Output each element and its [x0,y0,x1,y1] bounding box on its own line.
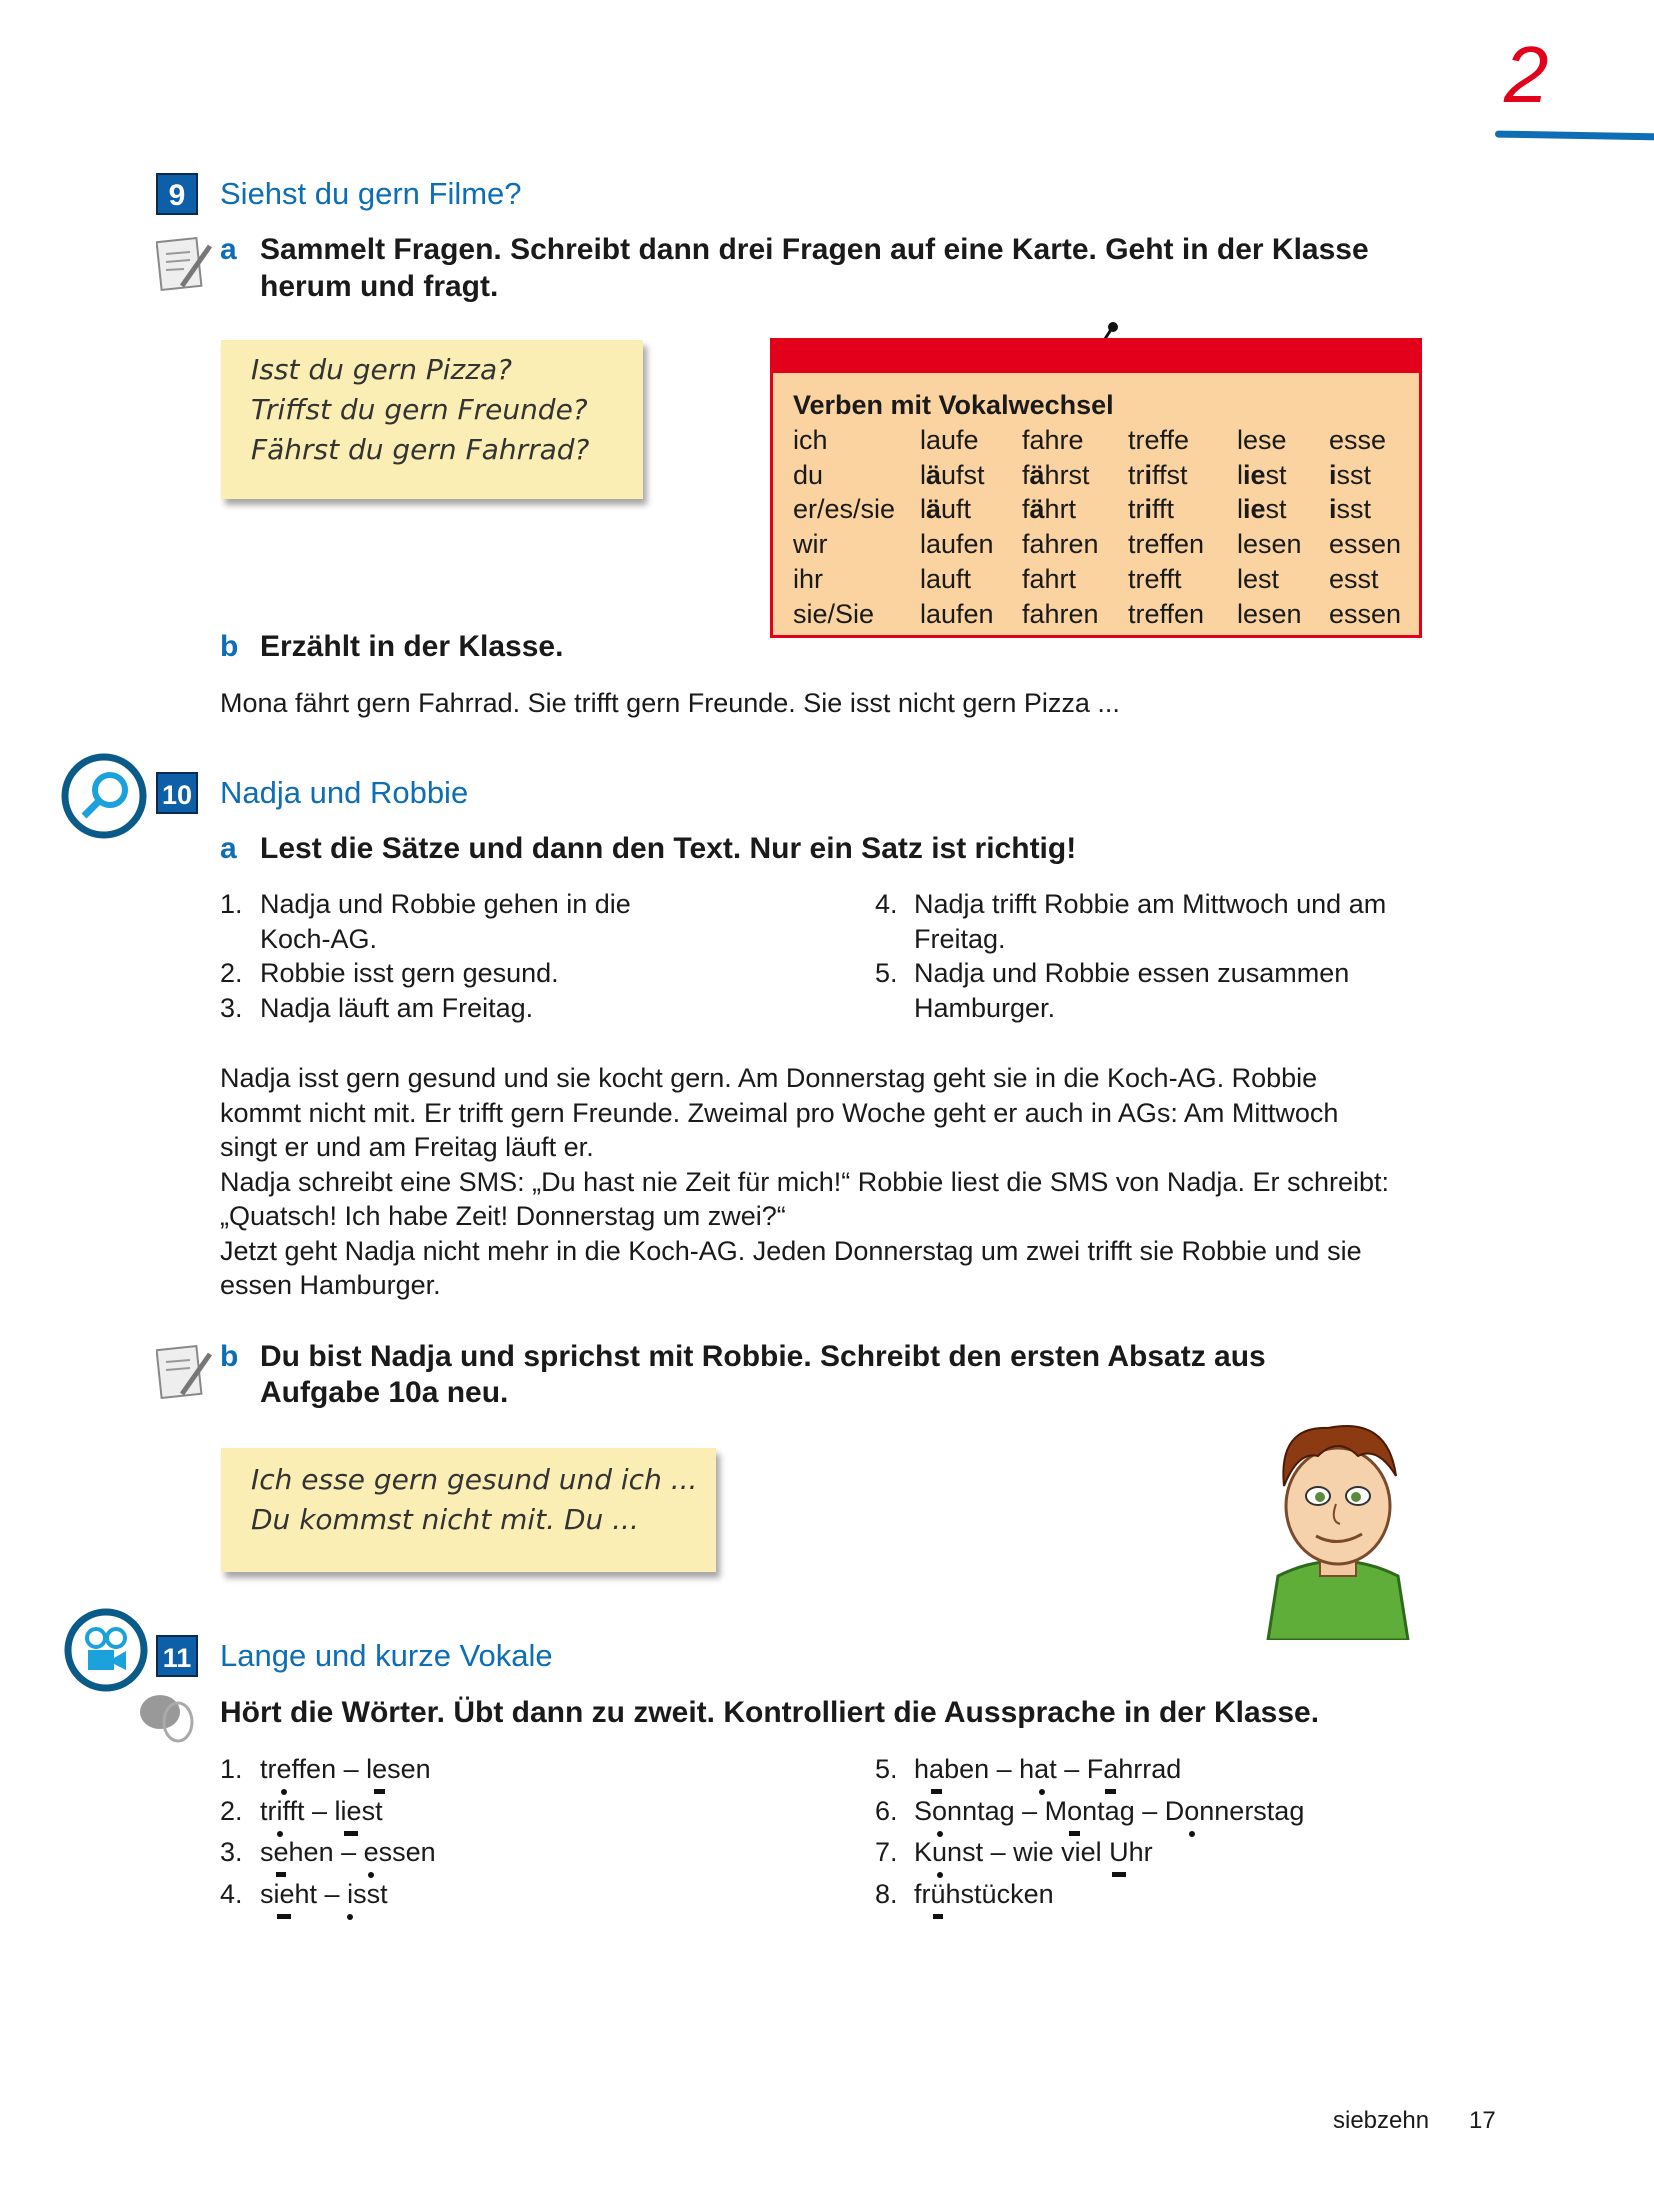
table-cell [1237,527,1302,561]
text-part: esst [1329,563,1379,594]
text-part: treffen [1128,529,1205,560]
writing-icon [156,232,216,294]
table-title: Verben mit Vokalwechsel [793,390,1114,420]
table-cell [1237,423,1287,457]
table-cell [793,458,823,492]
table-cell [1022,527,1099,561]
exercise-title: Nadja und Robbie [220,775,469,810]
text-part: hstücken [945,1879,1054,1909]
changed-vowel: ie [1243,459,1266,490]
list-number: 1. [220,1754,243,1784]
word-pair [914,1877,1054,1911]
long-vowel: ie [273,1879,295,1909]
list-number: 2. [220,958,243,988]
table-cell [1329,458,1371,492]
list-item-text: Nadja und Robbie gehen in die [260,889,631,919]
text-part: st [1265,459,1287,490]
text-part: nntag – M [947,1796,1068,1826]
word-pair [260,1794,383,1828]
exercise-number: 9 [156,173,198,215]
chapter-number: 2 [1504,30,1549,119]
text-part: l [920,494,926,525]
changed-vowel: ä [926,494,942,525]
short-vowel: e [276,1754,292,1784]
reading-magnifier-icon [60,752,148,840]
changed-vowel: ä [1029,459,1045,490]
text-part: fahren [1022,598,1099,629]
reading-text-line: singt er und am Freitag läuft er. [220,1132,594,1162]
exercise-title: Lange und kurze Vokale [220,1638,553,1673]
long-vowel: ie [340,1796,362,1826]
list-item-text: Nadja trifft Robbie am Mittwoch und am [914,889,1387,919]
list-number: 2. [220,1796,243,1826]
text-part: ffst [1152,459,1188,490]
card-line: Fährst du gern Fahrrad? [251,433,590,466]
table-cell [1022,492,1076,526]
word-pair [260,1752,431,1786]
list-item-text: Freitag. [914,924,1006,954]
text-part: lesen [1237,529,1302,560]
table-cell [1128,597,1204,631]
table-cell [1237,458,1287,492]
text-part: st [361,1796,383,1826]
table-cell [1329,597,1401,631]
text-part: K [914,1837,933,1867]
changed-vowel: ie [1243,494,1266,525]
instruction: herum und fragt. [260,270,499,303]
text-part: ihr [793,563,824,594]
table-cell [793,423,828,457]
text-part: hen – [288,1837,364,1867]
table-cell [1128,423,1189,457]
word-pair [914,1835,1153,1869]
robbie-illustration [1258,1406,1418,1640]
text-part: l [920,459,926,490]
word-pair [914,1752,1181,1786]
long-vowel: ü [930,1879,946,1909]
text-part: st [1265,494,1287,525]
text-part: laufen [920,598,994,629]
subtask-letter: a [220,832,237,865]
instruction: Du bist Nadja und sprichst mit Robbie. Schreibt den ersten Absatz aus [260,1340,1266,1373]
short-vowel: i [276,1796,283,1826]
text-part: sst [353,1879,388,1909]
text-part: l [1237,494,1243,525]
table-cell [1128,492,1174,526]
list-item-text: Nadja und Robbie essen zusammen [914,958,1350,988]
card-line: Du kommst nicht mit. Du ... [251,1503,639,1536]
text-part: t – F [1049,1754,1104,1784]
text-part: trefft [1128,563,1182,594]
table-cell [1329,562,1379,596]
long-vowel: a [929,1754,945,1784]
text-part: ntag – D [1082,1796,1185,1826]
table-cell [920,423,979,457]
list-number: 4. [220,1879,243,1909]
list-item-text: Hamburger. [914,993,1056,1023]
table-cell [1128,527,1204,561]
text-part: l [1237,459,1243,490]
text-part: tr [260,1796,277,1826]
instruction: Aufgabe 10a neu. [260,1376,509,1409]
instruction: Hört die Wörter. Übt dann zu zweit. Kontrolliert die Aussprache in der Klasse. [220,1696,1320,1729]
text-part: ufst [941,459,985,490]
text-part: er/es/sie [793,494,896,525]
text-part: hrt [1044,494,1077,525]
table-cell [1237,597,1302,631]
short-vowel: e [363,1837,379,1867]
list-number: 5. [875,1754,898,1784]
changed-vowel: i [1144,459,1153,490]
list-item-text: Robbie isst gern gesund. [260,958,559,988]
word-pair [914,1794,1304,1828]
text-part: fr [914,1879,931,1909]
subtask-letter: b [220,1340,239,1373]
reading-text-line: kommt nicht mit. Er trifft gern Freunde. Zweimal pro Woche geht er auch in AGs: Am Mittwoch [220,1097,1339,1128]
table-cell [1128,562,1182,596]
chapter-line [1495,131,1654,141]
short-vowel: o [932,1796,948,1826]
exercise-title: Siehst du gern Filme? [220,176,522,211]
text-part: S [914,1796,933,1826]
long-vowel: e [273,1837,289,1867]
text-part: lesen [1237,598,1302,629]
changed-vowel: i [1329,494,1337,525]
short-vowel: a [1034,1754,1050,1784]
text-part: treffen [1128,598,1205,629]
text-part: nst – wie viel [947,1837,1110,1867]
text-part: s [260,1837,274,1867]
text-part: uft [941,494,972,525]
text-part: ffen – l [291,1754,373,1784]
reading-text-line: Jetzt geht Nadja nicht mehr in die Koch-AG. Jeden Donnerstag um zwei trifft sie Robbie und sie [220,1235,1362,1266]
text-part: h [914,1754,930,1784]
instruction: Erzählt in der Klasse. [260,630,564,663]
text-part: tr [1128,494,1145,525]
list-number: 6. [875,1796,898,1826]
text-part: ht – [294,1879,348,1909]
exercise-number: 11 [156,1635,198,1677]
text-part: lauft [920,563,972,594]
text-part: ich [793,425,828,455]
text-part: sen [387,1754,431,1784]
text-part: lest [1237,563,1280,594]
text-part: esse [1329,425,1387,455]
text-part: du [793,459,824,490]
list-number: 5. [875,958,898,988]
changed-vowel: i [1144,494,1153,525]
text-part: sie/Sie [793,598,875,629]
text-part: ssen [378,1837,436,1867]
list-number: 3. [220,1837,243,1867]
list-item-text: Koch-AG. [260,924,378,954]
table-cell [1329,527,1401,561]
table-cell [920,492,971,526]
short-vowel: u [932,1837,948,1867]
reading-text-line: Nadja isst gern gesund und sie kocht gern. Am Donnerstag geht sie in die Koch-AG. Robbie [220,1063,1318,1093]
text-part: lese [1237,425,1287,455]
text-part: s [260,1879,274,1909]
long-vowel: e [372,1754,388,1784]
table-cell [1022,597,1099,631]
table-cell [920,597,994,631]
subtask-letter: b [220,630,239,663]
note-card [221,1448,716,1572]
table-cell [1329,423,1386,457]
word-pair [260,1835,436,1869]
exercise-number: 10 [156,772,198,814]
list-item-text: Nadja läuft am Freitag. [260,993,534,1023]
text-part: hr [1128,1837,1153,1867]
table-cell [920,562,971,596]
text-part: ben – h [944,1754,1035,1784]
word-pair [260,1877,388,1911]
text-part: fft – l [282,1796,341,1826]
table-cell [1237,492,1287,526]
table-cell [793,527,828,561]
table-cell [793,562,823,596]
list-number: 1. [220,889,243,919]
text-part: fahren [1022,529,1099,560]
table-cell [793,597,874,631]
text-part: sst [1336,494,1372,525]
table-cell [920,527,994,561]
changed-vowel: ä [926,459,942,490]
text-part: tr [260,1754,277,1784]
instruction: Sammelt Fragen. Schreibt dann drei Fragen auf eine Karte. Geht in der Klasse [260,233,1369,266]
changed-vowel: ä [1029,494,1045,525]
text-part: fahrt [1022,563,1077,594]
table-cell [1022,562,1076,596]
reading-text-line: essen Hamburger. [220,1270,441,1300]
text-part: laufen [920,529,994,560]
text-part: treffe [1128,425,1190,455]
text-part: tr [1128,459,1145,490]
text-part: essen [1329,529,1402,560]
table-cell [920,458,985,492]
instruction: Lest die Sätze und dann den Text. Nur ein Satz ist richtig! [260,832,1077,865]
short-vowel: o [1184,1796,1200,1826]
long-vowel: U [1109,1837,1129,1867]
table-cell [1329,492,1371,526]
subtask-letter: a [220,233,237,266]
text-part: nnerstag [1199,1796,1305,1826]
card-line: Isst du gern Pizza? [251,353,512,386]
text-part: essen [1329,598,1402,629]
changed-vowel: i [1329,459,1337,490]
table-cell [793,492,895,526]
note-card [221,340,643,499]
card-line: Triffst du gern Freunde? [251,393,588,426]
long-vowel: a [1103,1754,1119,1784]
card-line: Ich esse gern gesund und ich ... [251,1463,698,1496]
text-part: wir [793,529,828,560]
page-number: 17 [1469,2107,1496,2134]
text-part: f [1022,459,1030,490]
text-part: fft [1152,494,1175,525]
text-part: sst [1336,459,1372,490]
long-vowel: o [1067,1796,1083,1826]
table-cell [1022,458,1090,492]
writing-icon [156,1340,216,1402]
table-cell [1022,423,1084,457]
text-part: hrst [1044,459,1090,490]
table-header-bar [773,341,1419,373]
page-word: siebzehn [1333,2107,1430,2134]
list-number: 3. [220,993,243,1023]
text-part: fahre [1022,425,1084,455]
verb-table [770,338,1422,638]
table-cell [1237,562,1279,596]
table-cell [1128,458,1188,492]
list-number: 4. [875,889,898,919]
list-number: 7. [875,1837,898,1867]
text-part: hrrad [1118,1754,1182,1784]
example-text: Mona fährt gern Fahrrad. Sie trifft gern Freunde. Sie isst nicht gern Pizza ... [220,688,1120,718]
list-number: 8. [875,1879,898,1909]
text-part: f [1022,494,1030,525]
short-vowel: i [347,1879,354,1909]
text-part: laufe [920,425,979,455]
reading-text-line: „Quatsch! Ich habe Zeit! Donnerstag um zwei?“ [220,1201,786,1231]
reading-text-line: Nadja schreibt eine SMS: „Du hast nie Zeit für mich!“ Robbie liest die SMS von Nadja. Er schreibt: [220,1166,1389,1197]
